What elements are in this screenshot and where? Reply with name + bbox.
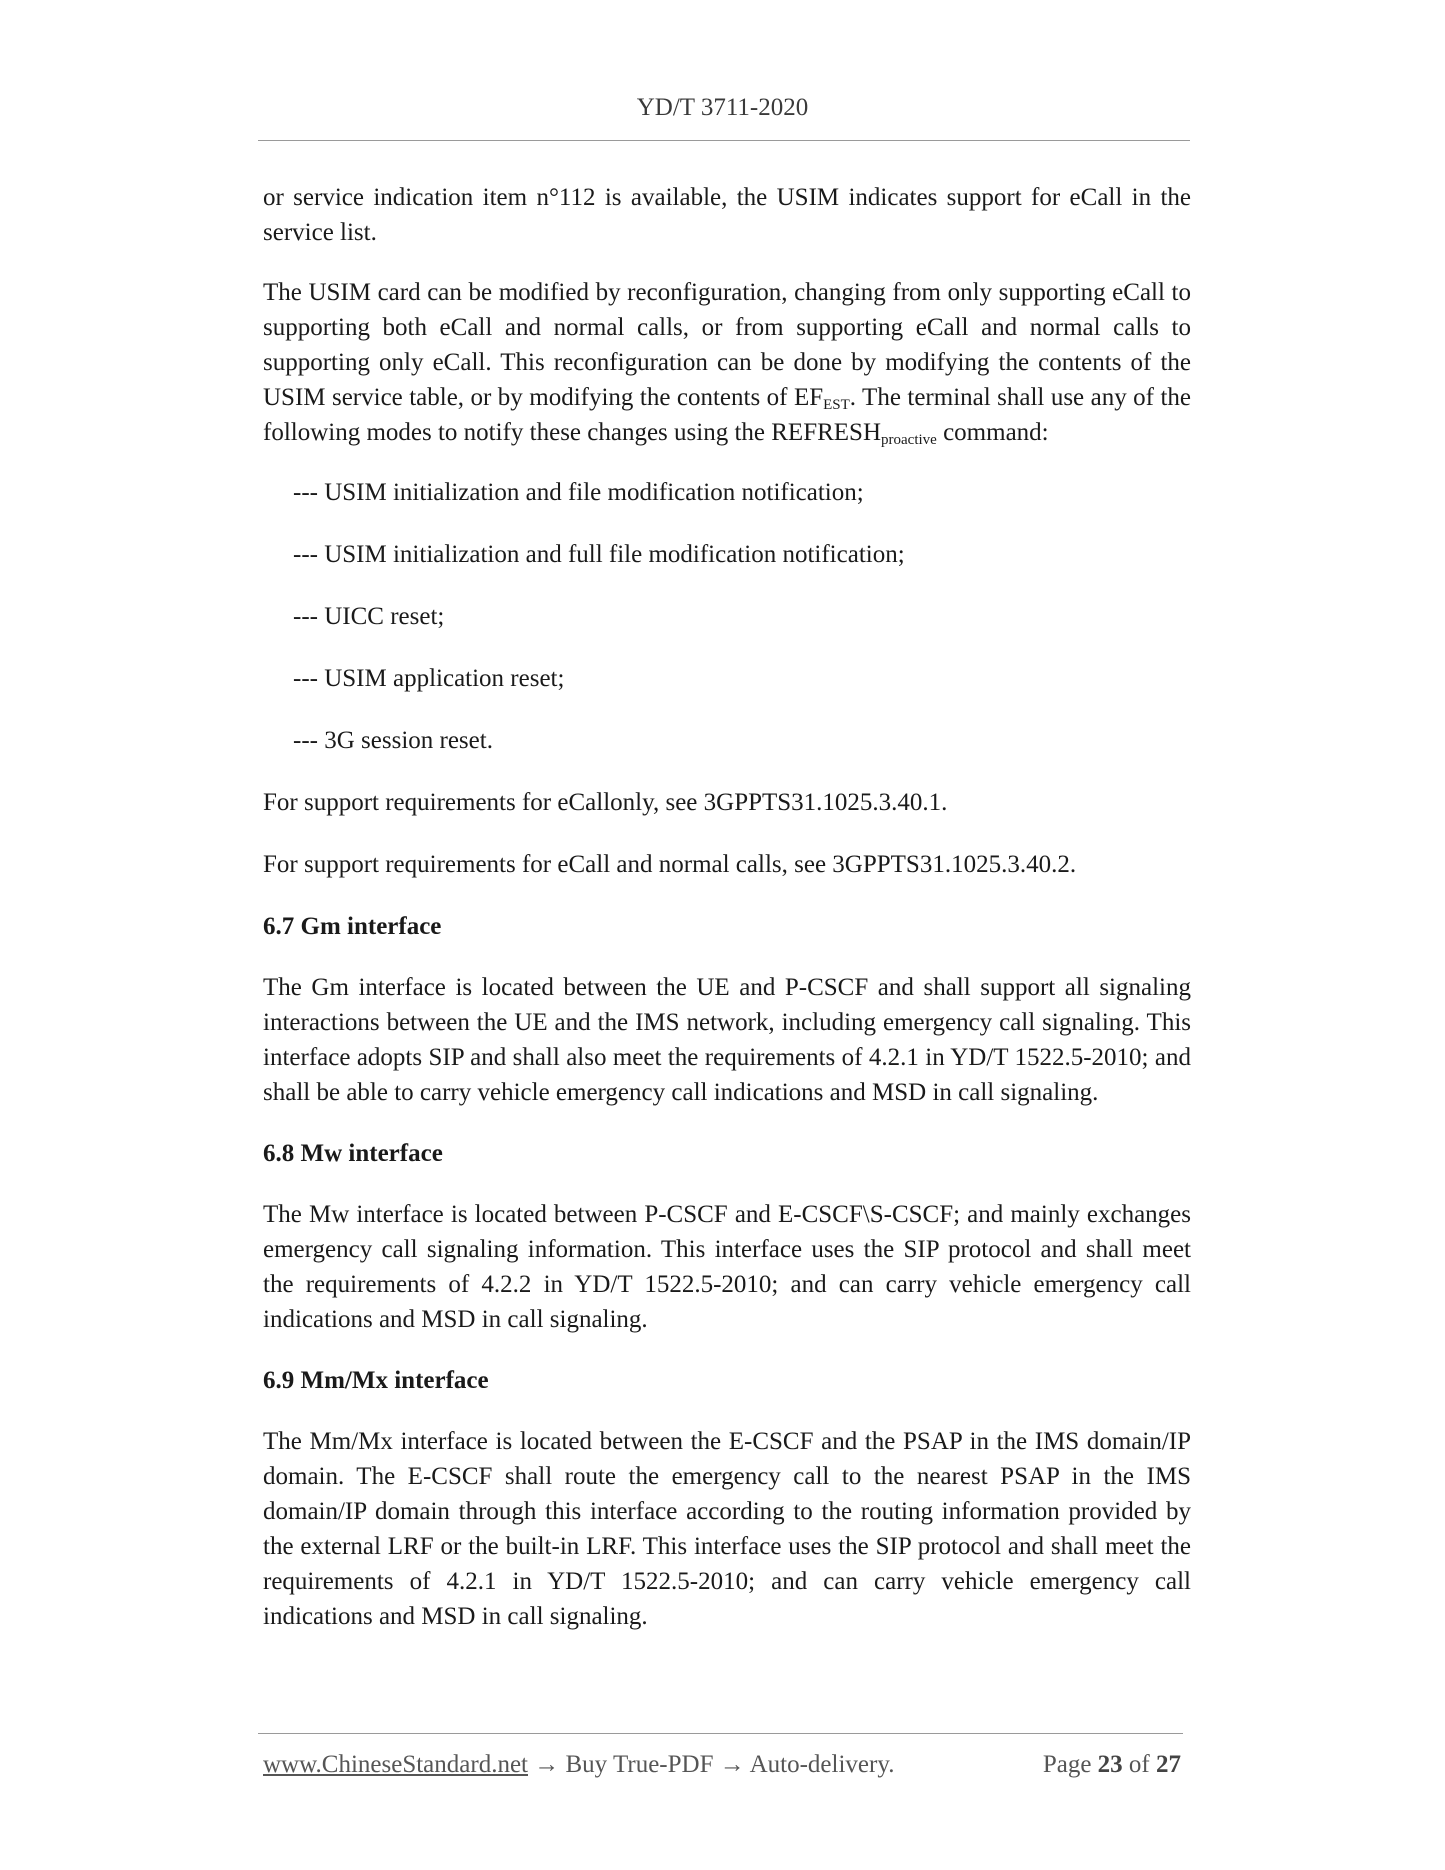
section-heading-6-9: 6.9 Mm/Mx interface [263,1367,489,1394]
section-heading-6-7: 6.7 Gm interface [263,913,442,940]
paragraph-mm-mx-interface: The Mm/Mx interface is located between the E-CSCF and the PSAP in the IMS domain/IP domain. The E-CSCF shall route the emergency call to the nearest PSAP in the IMS domain/IP domain through this interface according to the routing information provided by the external LRF or the built-in LRF. This interface uses the SIP protocol and shall meet the requirements of 4.2.1 in YD/T 1522.5-2010; and can carry vehicle emergency call indications and MSD in call signaling. [263,1428,1191,1630]
text-segment: The USIM card can be modified by reconfiguration, changing from only supporting eCall to supporting both eCall and normal calls, or from supporting eCall and normal calls to supporting only eCall. This reconfiguration can be done by modifying the contents of the USIM service table, or by modifying the contents of EF [263,279,1191,411]
of-label: of [1128,1751,1150,1778]
paragraph-usim-reconfiguration [263,275,1191,450]
page-counter [1043,1751,1181,1779]
header-divider [258,140,1190,141]
text-segment: . The terminal shall use any of the following modes to notify these changes using the REFRESH [263,384,1191,446]
page-label: Page [1042,1751,1092,1778]
paragraph-ecall-normal: For support requirements for eCall and normal calls, see 3GPPTS31.1025.3.40.2. [263,851,1077,878]
section-heading-6-8: 6.8 Mw interface [263,1140,443,1167]
subscript-est: EST [823,397,850,413]
paragraph-gm-interface: The Gm interface is located between the UE and P-CSCF and shall support all signaling interactions between the UE and the IMS network, including emergency call signaling. This interface adopts SIP and shall also meet the requirements of 4.2.1 in YD/T 1522.5-2010; and shall be able to carry vehicle emergency call indications and MSD in call signaling. [263,974,1191,1106]
paragraph-ecall-only: For support requirements for eCallonly, see 3GPPTS31.1025.3.40.1. [263,789,948,816]
paragraph-mw-interface: The Mw interface is located between P-CSCF and E-CSCF\S-CSCF; and mainly exchanges emergency call signaling information. This interface uses the SIP protocol and shall meet the requirements of 4.2.2 in YD/T 1522.5-2010; and can carry vehicle emergency call indications and MSD in call signaling. [263,1201,1191,1333]
text-segment: command: [936,419,1049,446]
document-body [263,180,1191,1634]
refresh-modes-list [263,475,1191,758]
page-total: 27 [1156,1751,1181,1778]
paragraph-usim-service-list: or service indication item n°112 is available, the USIM indicates support for eCall in the service list. [263,184,1191,246]
footer-promo-text: → Buy True-PDF → Auto-delivery. [528,1751,895,1778]
list-item: --- UICC reset; [293,603,445,630]
subscript-proactive: proactive [881,432,937,448]
list-item: --- 3G session reset. [293,727,493,754]
page-current: 23 [1097,1751,1123,1778]
page-header-title: YD/T 3711-2020 [636,94,809,121]
list-item: --- USIM initialization and file modification notification; [293,479,864,506]
chinesestandard-link[interactable]: www.ChineseStandard.net [263,1751,528,1778]
page-footer [263,1751,1181,1779]
list-item: --- USIM application reset; [293,665,565,692]
footer-divider [258,1733,1183,1734]
footer-left [263,1751,894,1779]
list-item: --- USIM initialization and full file modification notification; [293,541,905,568]
